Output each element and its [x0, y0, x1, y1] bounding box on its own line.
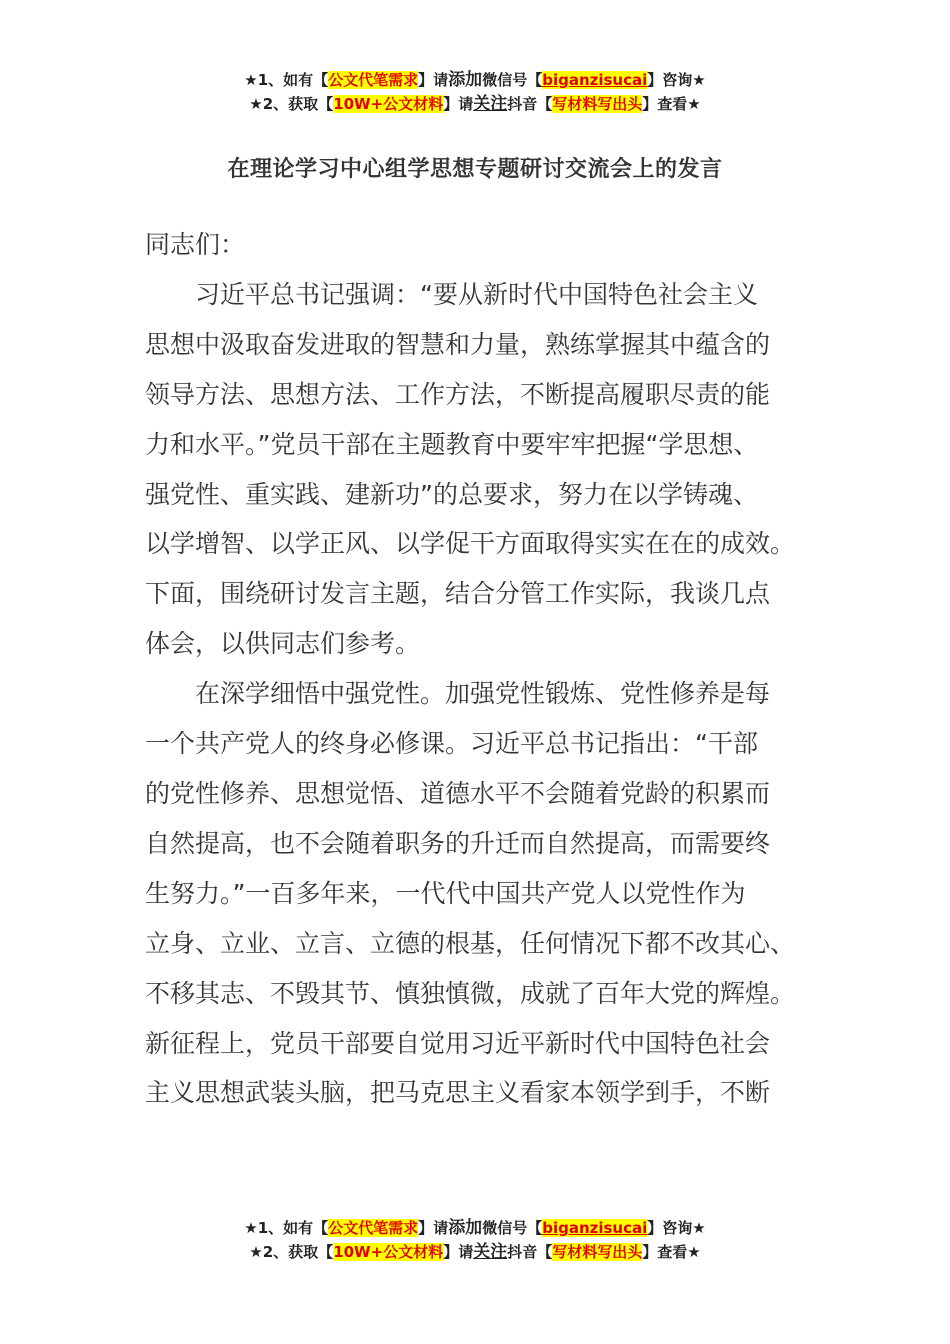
banner-line-1	[0, 1216, 950, 1240]
banner-highlight-materials: 10W+公文材料	[333, 95, 444, 113]
paragraph-line: 以学增智、以学正风、以学促干方面取得实实在在的成效。	[145, 529, 796, 559]
paragraph-line: 生努力。”一百多年来，一代代中国共产党人以党性作为	[145, 878, 746, 908]
banner-line1-post: 】咨询★	[647, 1219, 706, 1237]
banner-line1-mid2: 微信号【	[482, 1219, 543, 1237]
banner-line2-mid1: 】请	[443, 95, 474, 113]
paragraph-line: 主义思想武装头脑，把马克思主义看家本领学到手，不断	[145, 1078, 771, 1108]
banner-line1-emphasis: 添加	[448, 1218, 483, 1238]
banner-line2-mid1: 】请	[443, 1243, 474, 1261]
salutation-text: 同志们：	[145, 230, 246, 259]
banner-highlight-douyin-account: 写材料写出头	[552, 95, 643, 113]
paragraph-line: 不移其志、不毁其节、慎独慎微，成就了百年大党的辉煌。	[145, 978, 796, 1008]
banner-line1-mid1: 】请	[418, 71, 449, 89]
paragraph-2	[145, 669, 805, 1118]
banner-line1-pre: ★1、如有【	[244, 1219, 329, 1237]
banner-line1-emphasis: 添加	[448, 70, 483, 90]
paragraph-line: 下面，围绕研讨发言主题，结合分管工作实际，我谈几点	[145, 579, 771, 609]
banner-line2-emphasis: 关注	[473, 1242, 508, 1262]
paragraph-line: 一个共产党人的终身必修课。习近平总书记指出：“干部	[145, 729, 758, 759]
paragraph-line: 体会，以供同志们参考。	[145, 629, 421, 659]
banner-highlight-wechat-id: biganzisucai	[542, 71, 648, 89]
banner-highlight-wechat-id: biganzisucai	[542, 1219, 648, 1237]
banner-line2-post: 】查看★	[642, 1243, 701, 1261]
paragraph-line: 力和水平。”党员干部在主题教育中要牢牢把握“学思想、	[145, 429, 759, 459]
banner-line2-mid2: 抖音【	[507, 95, 553, 113]
paragraph-line: 在深学细悟中强党性。加强党性锻炼、党性修养是每	[195, 679, 771, 709]
banner-line2-pre: ★2、获取【	[249, 95, 334, 113]
paragraph-line: 的党性修养、思想觉悟、道德水平不会随着党龄的积累而	[145, 778, 771, 808]
banner-line2-pre: ★2、获取【	[249, 1243, 334, 1261]
paragraph-line: 立身、立业、立言、立德的根基，任何情况下都不改其心、	[145, 928, 796, 958]
document-title: 在理论学习中心组学思想专题研讨交流会上的发言	[227, 157, 723, 182]
banner-line-2	[0, 1240, 950, 1264]
banner-line1-post: 】咨询★	[647, 71, 706, 89]
banner-line1-mid2: 微信号【	[482, 71, 543, 89]
banner-line2-mid2: 抖音【	[507, 1243, 553, 1261]
banner-line2-emphasis: 关注	[473, 94, 508, 114]
salutation	[145, 220, 805, 270]
footer-banner	[0, 1216, 950, 1264]
paragraph-line: 自然提高，也不会随着职务的升迁而自然提高，而需要终	[145, 828, 771, 858]
banner-highlight-service: 公文代笔需求	[328, 1219, 419, 1237]
banner-line2-post: 】查看★	[642, 95, 701, 113]
document-body	[145, 220, 805, 1118]
banner-highlight-materials: 10W+公文材料	[333, 1243, 444, 1261]
header-banner	[0, 68, 950, 116]
banner-line-2	[0, 92, 950, 116]
paragraph-line: 思想中汲取奋发进取的智慧和力量，熟练掌握其中蕴含的	[145, 329, 771, 359]
paragraph-line: 领导方法、思想方法、工作方法，不断提高履职尽责的能	[145, 379, 771, 409]
paragraph-line: 新征程上，党员干部要自觉用习近平新时代中国特色社会	[145, 1028, 771, 1058]
banner-highlight-douyin-account: 写材料写出头	[552, 1243, 643, 1261]
banner-line1-mid1: 】请	[418, 1219, 449, 1237]
banner-line1-pre: ★1、如有【	[244, 71, 329, 89]
paragraph-line: 强党性、重实践、建新功”的总要求，努力在以学铸魂、	[145, 479, 758, 509]
paragraph-1	[145, 270, 805, 669]
banner-highlight-service: 公文代笔需求	[328, 71, 419, 89]
paragraph-line: 习近平总书记强调：“要从新时代中国特色社会主义	[195, 279, 758, 309]
banner-line-1	[0, 68, 950, 92]
